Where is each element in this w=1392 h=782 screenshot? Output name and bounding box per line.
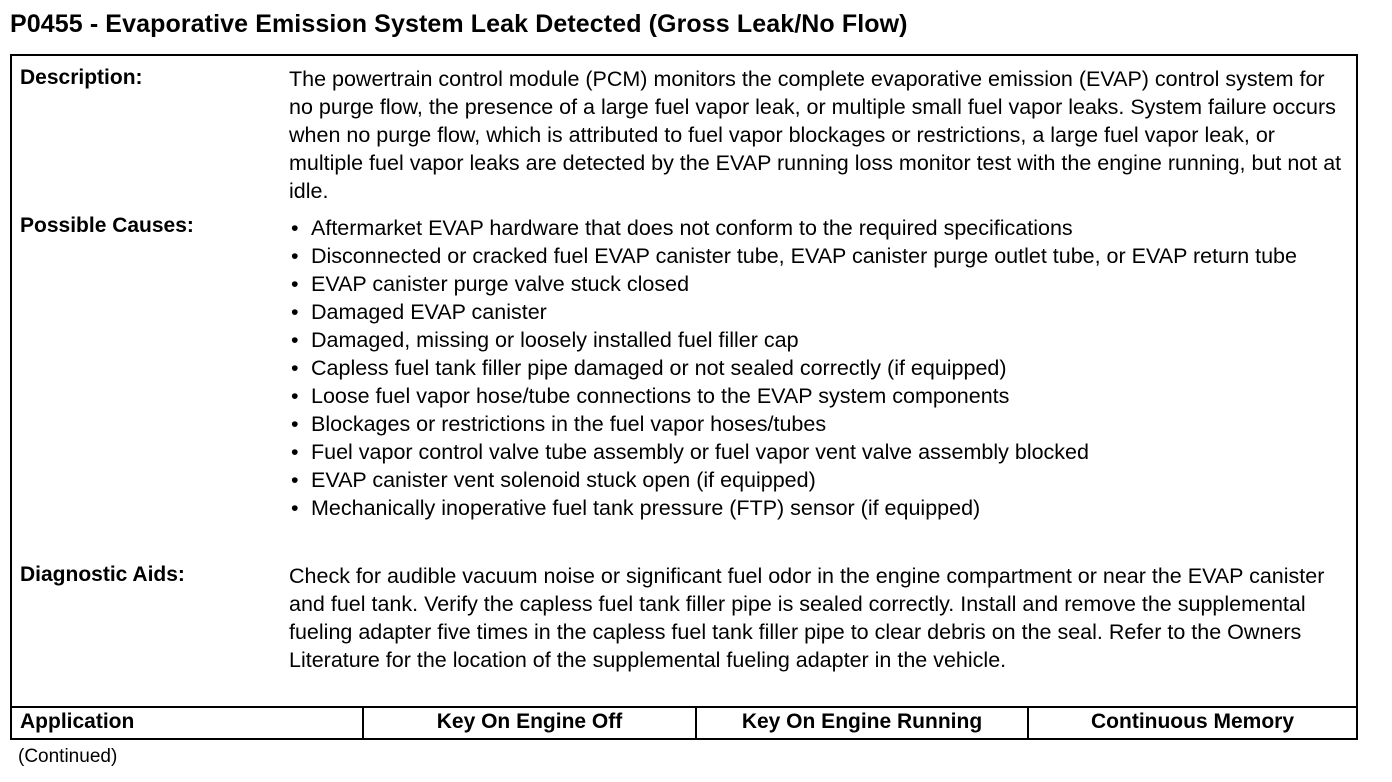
list-item: • Aftermarket EVAP hardware that does not conform to the required specifications [289,214,1351,242]
list-item: • Mechanically inoperative fuel tank pressure (FTP) sensor (if equipped) [289,494,1351,522]
diagnostic-aids-text: Check for audible vacuum noise or significant fuel odor in the engine compartment or near the EVAP canister and fuel tank. Verify the capless fuel tank filler pipe is sealed correctly. Install and remove the supplemental fueling adapter five times in the capless fuel tank filler pipe to clear debris on the seal. Refer to the Owners Literature for the location of the supplemental fueling adapter in the vehicle. [289,564,1325,672]
list-item: • Capless fuel tank filler pipe damaged or not sealed correctly (if equipped) [289,354,1351,382]
list-item: • Blockages or restrictions in the fuel vapor hoses/tubes [289,410,1351,438]
key-on-engine-running-header: Key On Engine Running [695,708,1027,740]
list-item: • EVAP canister vent solenoid stuck open (if equipped) [289,466,1351,494]
list-item: • Disconnected or cracked fuel EVAP canister tube, EVAP canister purge outlet tube, or EVAP return tube [289,242,1351,270]
description-text: The powertrain control module (PCM) monitors the complete evaporative emission (EVAP) control system for no purge flow, the presence of a large fuel vapor leak, or multiple small fuel vapor leaks. System failure occurs when no purge flow, which is attributed to fuel vapor blockages or restrictions, a large fuel vapor leak, or multiple fuel vapor leaks are detected by the EVAP running loss monitor test with the engine running, but not at idle. [289,67,1342,203]
possible-causes-list [289,214,1351,522]
list-item: • Damaged, missing or loosely installed fuel filler cap [289,326,1351,354]
key-on-engine-off-header: Key On Engine Off [362,708,695,740]
application-label: Application [20,710,135,733]
description-label: Description: [20,66,143,89]
continued-note: (Continued) [18,746,118,767]
list-item: • EVAP canister purge valve stuck closed [289,270,1351,298]
page-title: P0455 - Evaporative Emission System Leak Detected (Gross Leak/No Flow) [10,10,908,38]
list-item: • Fuel vapor control valve tube assembly or fuel vapor vent valve assembly blocked [289,438,1351,466]
application-row [12,706,1356,738]
list-item: • Loose fuel vapor hose/tube connections to the EVAP system components [289,382,1351,410]
diagnostic-aids-label: Diagnostic Aids: [20,563,185,586]
dtc-table [10,54,1358,740]
continuous-memory-header: Continuous Memory [1027,708,1356,740]
list-item: • Damaged EVAP canister [289,298,1351,326]
possible-causes-label: Possible Causes: [20,214,194,237]
